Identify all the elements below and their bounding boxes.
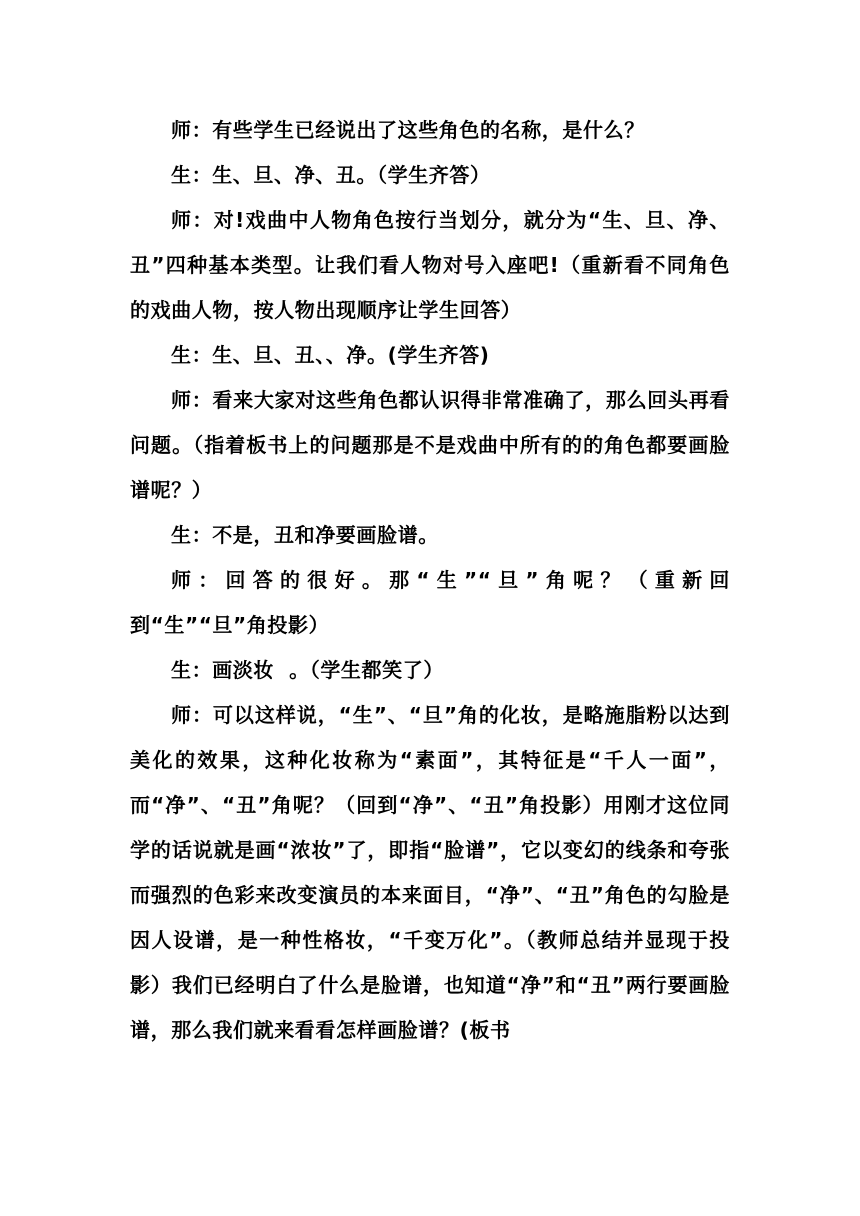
paragraph-3: 师：对!戏曲中人物角色按行当划分，就分为“生、旦、净、丑”四种基本类型。让我们看人物对号入座吧!（重新看不同角色的戏曲人物，按人物出现顺序让学生回答） xyxy=(130,208,730,322)
paragraph-5: 师：看来大家对这些角色都认识得非常准确了，那么回头再看问题。（指着板书上的问题那是不是戏曲中所有的的角色都要画脸谱呢？） xyxy=(130,388,730,502)
paragraph-4: 生：生、旦、丑、、净。(学生齐答) xyxy=(171,343,490,367)
paragraph-7: 师：回答的很好。那“生”“旦”角呢？（重新回到“生”“旦”角投影） xyxy=(130,568,730,637)
paragraph-1: 师：有些学生已经说出了这些角色的名称，是什么？ xyxy=(171,118,645,142)
paragraph-8: 生：画淡妆 。（学生都笑了） xyxy=(171,658,444,682)
paragraph-2: 生：生、旦、净、丑。（学生齐答） xyxy=(171,163,491,187)
paragraph-9: 师：可以这样说，“生”、“旦”角的化妆，是略施脂粉以达到美化的效果，这种化妆称为“素面”，其特征是“千人一面”，而“净”、“丑”角呢？（回到“净”、“丑”角投影）用刚才这位同学的话说就是画“浓妆”了，即指“脸谱”，它以变幻的线条和夸张而强烈的色彩来改变演员的本来面目，“净”、“丑”角色的勾脸是因人设谱，是一种性格妆，“千变万化”。（教师总结并显现于投影）我们已经明白了什么是脸谱，也知道“净”和“丑”两行要画脸谱，那么我们就来看看怎样画脸谱？(板书 xyxy=(130,703,730,1042)
document-body xyxy=(130,108,730,1053)
paragraph-6: 生：不是，丑和净要画脸谱。 xyxy=(171,523,439,547)
